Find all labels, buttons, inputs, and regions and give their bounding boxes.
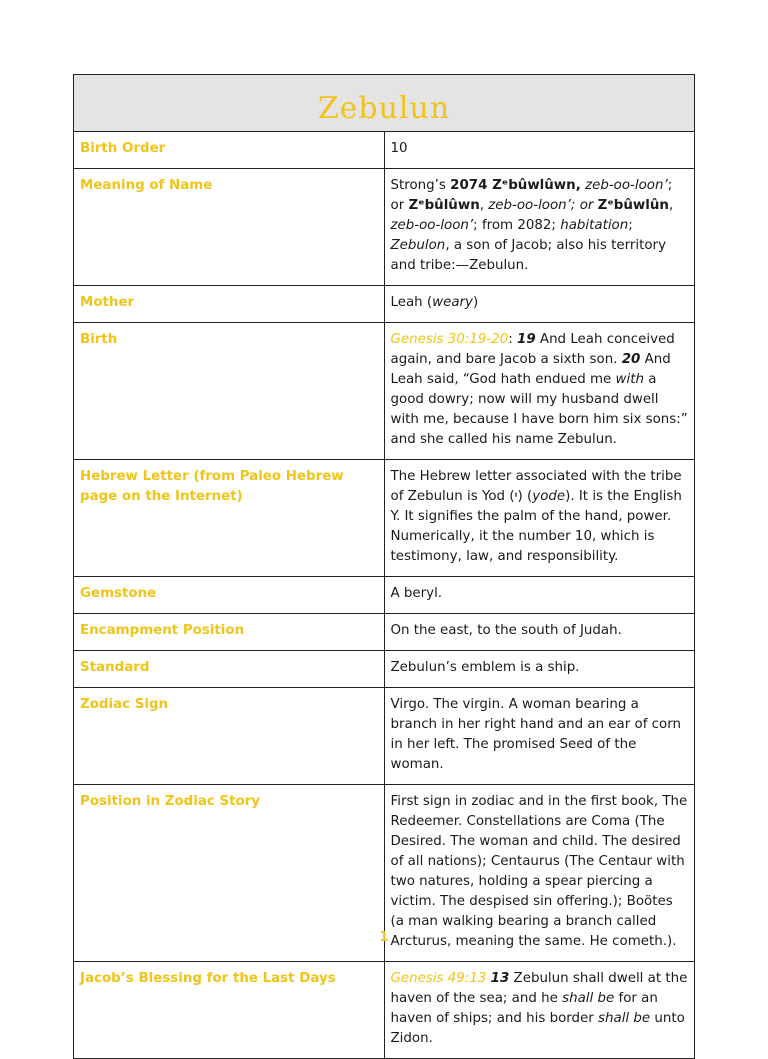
label-birth-order: Birth Order <box>74 132 385 169</box>
italic-word: shall be <box>598 1011 651 1026</box>
text: The Hebrew letter associated with the tribe of Zebulun is Yod (י) ( <box>390 469 682 504</box>
row-encampment-position <box>74 614 695 651</box>
text: ; or <box>390 178 673 213</box>
text: Strong’s <box>390 178 451 193</box>
text: ; <box>628 218 633 233</box>
verse-number: 20 <box>621 352 641 367</box>
label-jacobs-blessing: Jacob’s Blessing for the Last Days <box>74 962 385 1059</box>
page-number: 1 <box>379 930 389 945</box>
text: And Leah said, “God hath endued me <box>390 352 671 387</box>
page-title: Zebulun <box>317 91 451 126</box>
value-mother <box>384 286 695 323</box>
italic-word: yode <box>532 489 566 504</box>
text: ; from 2082; <box>473 218 561 233</box>
row-gemstone <box>74 577 695 614</box>
definition: Zebulon <box>390 238 446 253</box>
row-birth-order <box>74 132 695 169</box>
hebrew-word: Zᵉbûwlûn <box>597 198 669 213</box>
text: a good dowry; now will my husband dwell with me, because I have born him six sons:” and she called his name Zebulun. <box>390 372 688 447</box>
value-birth <box>384 323 695 460</box>
label-meaning-of-name: Meaning of Name <box>74 169 385 286</box>
text: unto Zidon. <box>390 1011 685 1046</box>
value-birth-order: 10 <box>384 132 695 169</box>
title-row <box>74 75 695 132</box>
label-zodiac-sign: Zodiac Sign <box>74 688 385 785</box>
value-jacobs-blessing <box>384 962 695 1059</box>
row-birth <box>74 323 695 460</box>
mother-name: Leah ( <box>390 295 433 310</box>
label-gemstone: Gemstone <box>74 577 385 614</box>
value-zodiac-sign: Virgo. The virgin. A woman bearing a branch in her right hand and an ear of corn in her left. The promised Seed of the woman. <box>384 688 695 785</box>
verse-number: 13 <box>490 971 510 986</box>
label-birth: Birth <box>74 323 385 460</box>
definition: habitation <box>560 218 629 233</box>
row-meaning-of-name <box>74 169 695 286</box>
value-standard: Zebulun’s emblem is a ship. <box>384 651 695 688</box>
text: for an haven of ships; and his border <box>390 991 658 1026</box>
italic-word: shall be <box>562 991 615 1006</box>
text: And Leah conceived again, and bare Jacob a sixth son. <box>390 332 675 367</box>
scripture-reference: Genesis 30:19-20 <box>390 332 509 347</box>
row-zodiac-sign <box>74 688 695 785</box>
row-mother <box>74 286 695 323</box>
text: , <box>668 198 674 213</box>
label-mother: Mother <box>74 286 385 323</box>
value-gemstone: A beryl. <box>384 577 695 614</box>
row-hebrew-letter <box>74 460 695 577</box>
scripture-reference: Genesis 49:13 <box>390 971 487 986</box>
value-encampment-position: On the east, to the south of Judah. <box>384 614 695 651</box>
text: : <box>508 332 518 347</box>
pronunciation: zeb-oo-loon’; or <box>488 198 594 213</box>
label-hebrew-letter: Hebrew Letter (from Paleo Hebrew page on the Internet) <box>74 460 385 577</box>
title-cell <box>74 75 695 132</box>
row-standard <box>74 651 695 688</box>
value-position-in-zodiac-story: First sign in zodiac and in the first book, The Redeemer. Constellations are Coma (The Desired. The woman and child. The desired of all nations); Centaurus (The Centaur with two natures, holding a spear piercing a victim. The despised sin offering.); Boötes (a man walking bearing a branch called Arcturus, meaning the same. He cometh.). <box>384 785 695 962</box>
text: Zebulun shall dwell at the haven of the sea; and he <box>390 971 688 1006</box>
text: ) <box>472 295 479 310</box>
row-jacobs-blessing <box>74 962 695 1059</box>
italic-word: with <box>615 372 644 387</box>
pronunciation: zeb-oo-loon’ <box>390 218 474 233</box>
value-hebrew-letter <box>384 460 695 577</box>
text: , a son of Jacob; also his territory and tribe:—Zebulun. <box>390 238 666 273</box>
text: , <box>479 198 489 213</box>
label-encampment-position: Encampment Position <box>74 614 385 651</box>
label-standard: Standard <box>74 651 385 688</box>
verse-number: 19 <box>517 332 536 347</box>
tribe-info-table <box>73 74 695 1059</box>
pronunciation: zeb-oo-loon’ <box>580 178 668 193</box>
mother-meaning: weary <box>432 295 473 310</box>
value-meaning-of-name <box>384 169 695 286</box>
strongs-number: 2074 Zᵉbûwlûwn, <box>450 178 581 193</box>
text: ). It is the English Y. It signifies the palm of the hand, power. Numerically, it the number 10, which is testimony, law, and responsibility. <box>390 489 682 564</box>
hebrew-word: Zᵉbûlûwn <box>408 198 480 213</box>
label-position-in-zodiac-story: Position in Zodiac Story <box>74 785 385 962</box>
